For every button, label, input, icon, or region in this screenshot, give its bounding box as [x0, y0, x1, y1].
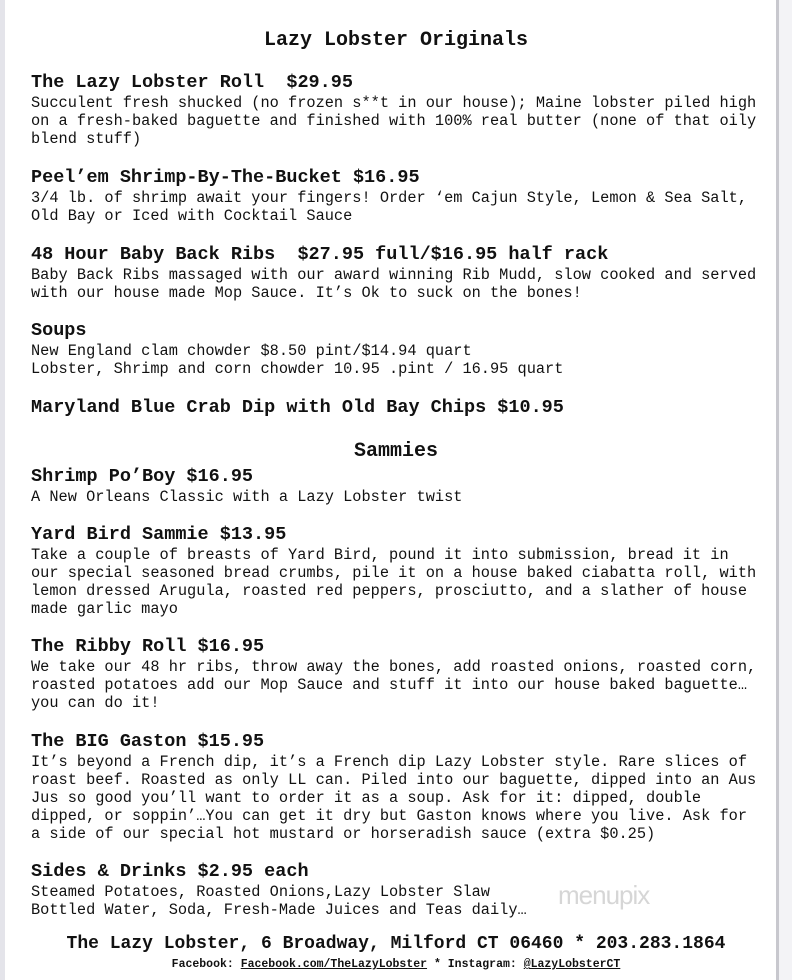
menu-item-description-line: New England clam chowder $8.50 pint/$14.94 quart: [31, 342, 472, 360]
menu-item-description-line: a side of our special hot mustard or horseradish sauce (extra $0.25): [31, 825, 656, 843]
menu-item: [31, 244, 771, 302]
menupix-watermark: menupix: [558, 880, 650, 910]
menu-item-heading: Soups: [31, 320, 87, 341]
menu-item-description-line: lemon dressed Arugula, roasted red peppers, prosciutto, and a slather of house: [31, 582, 748, 600]
menu-item-description-line: Old Bay or Iced with Cocktail Sauce: [31, 207, 353, 225]
menu-item: [31, 72, 771, 148]
instagram-link[interactable]: @LazyLobsterCT: [523, 958, 621, 971]
menu-item-description-line: Take a couple of breasts of Yard Bird, pound it into submission, bread it in: [31, 546, 729, 564]
footer-social: [0, 958, 792, 971]
menu-item-description-line: blend stuff): [31, 130, 142, 148]
menu-item-description-line: Jus so good you’ll want to order it as a soup. Ask for it: dipped, double: [31, 789, 702, 807]
menu-item-description-line: roast beef. Roasted as only LL can. Piled into our baguette, dipped into an Aus: [31, 771, 757, 789]
menu-item: [31, 167, 771, 225]
menu-item: [31, 320, 771, 378]
menu-item-description-line: Steamed Potatoes, Roasted Onions,Lazy Lobster Slaw: [31, 883, 490, 901]
menu-item-description-line: Succulent fresh shucked (no frozen s**t in our house); Maine lobster piled high: [31, 94, 757, 112]
menu-item-description-line: A New Orleans Classic with a Lazy Lobster twist: [31, 488, 463, 506]
menu-item-description-line: We take our 48 hr ribs, throw away the bones, add roasted onions, roasted corn,: [31, 658, 757, 676]
menu-item-description-line: you can do it!: [31, 694, 160, 712]
menu-item-description-line: Baby Back Ribs massaged with our award winning Rib Mudd, slow cooked and served: [31, 266, 757, 284]
menu-item-description-line: 3/4 lb. of shrimp await your fingers! Order ‘em Cajun Style, Lemon & Sea Salt,: [31, 189, 748, 207]
menu-item-description-line: with our house made Mop Sauce. It’s Ok to suck on the bones!: [31, 284, 582, 302]
menu-item-description-line: made garlic mayo: [31, 600, 178, 618]
menu-item-description-line: Bottled Water, Soda, Fresh-Made Juices and Teas daily…: [31, 901, 527, 919]
page-left-edge: [0, 0, 5, 980]
menu-item-heading: Yard Bird Sammie $13.95: [31, 524, 287, 545]
menu-item: [31, 861, 771, 919]
menu-item-heading: Peel’em Shrimp-By-The-Bucket $16.95: [31, 167, 420, 188]
menu-item-heading: Shrimp Po’Boy $16.95: [31, 466, 254, 487]
menu-item-description-line: roasted potatoes add our Mop Sauce and stuff it into our house baked baguette…: [31, 676, 748, 694]
menu-item-description-line: on a fresh-baked baguette and finished with 100% real butter (none of that oily: [31, 112, 757, 130]
menu-item-heading: The Ribby Roll $16.95: [31, 636, 265, 657]
menu-item: [31, 636, 771, 712]
menu-title: Lazy Lobster Originals: [263, 29, 529, 52]
menu-item: [31, 731, 771, 843]
separator: *: [433, 958, 441, 971]
menu-item: [31, 466, 771, 506]
facebook-link[interactable]: Facebook.com/TheLazyLobster: [240, 958, 428, 971]
page-right-margin: [779, 0, 792, 980]
menu-item-heading: 48 Hour Baby Back Ribs $27.95 full/$16.95 half rack: [31, 244, 609, 265]
instagram-label: Instagram:: [447, 958, 517, 971]
menu-item-description-line: dipped, or soppin’…You can get it dry but Gaston knows where you live. Ask for: [31, 807, 748, 825]
menu-item-heading: The Lazy Lobster Roll $29.95: [31, 72, 353, 93]
footer-address: The Lazy Lobster, 6 Broadway, Milford CT 06460 * 203.283.1864: [66, 934, 726, 954]
menu-item-heading: Sides & Drinks $2.95 each: [31, 861, 309, 882]
menu-item: [31, 524, 771, 618]
menu-item-description-line: It’s beyond a French dip, it’s a French dip Lazy Lobster style. Rare slices of: [31, 753, 748, 771]
sammies-title: Sammies: [353, 440, 438, 463]
menu-item: [31, 397, 771, 419]
menu-item-heading: The BIG Gaston $15.95: [31, 731, 265, 752]
menu-item-description-line: our special seasoned bread crumbs, pile it on a house baked ciabatta roll, with: [31, 564, 757, 582]
facebook-label: Facebook:: [171, 958, 234, 971]
menu-item-description-line: Lobster, Shrimp and corn chowder 10.95 .pint / 16.95 quart: [31, 360, 564, 378]
menu-item-heading: Maryland Blue Crab Dip with Old Bay Chips $10.95: [31, 397, 564, 418]
